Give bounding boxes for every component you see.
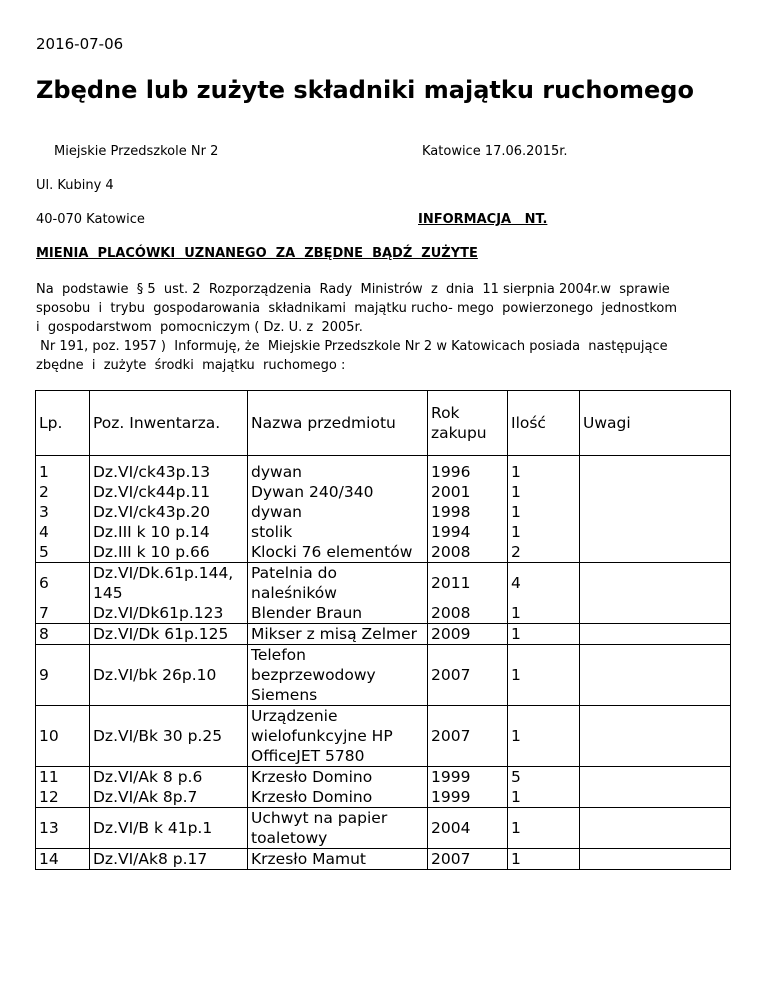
table-row	[36, 808, 731, 849]
table-row	[36, 787, 731, 808]
cell-lp: 9	[36, 645, 90, 706]
cell-qty: 1	[508, 624, 580, 645]
cell-name: Uchwyt na papier toaletowy	[248, 808, 428, 849]
cell-lp: 12	[36, 787, 90, 808]
cell-lp: 11	[36, 767, 90, 788]
table-row	[36, 706, 731, 767]
cell-qty: 1	[508, 787, 580, 808]
cell-year: 1999	[428, 787, 508, 808]
header-lp: Lp.	[36, 391, 90, 456]
cell-notes	[580, 522, 731, 542]
cell-year: 2001	[428, 482, 508, 502]
cell-inventory: Dz.VI/Ak 8p.7	[90, 787, 248, 808]
table-row	[36, 522, 731, 542]
header-qty: Ilość	[508, 391, 580, 456]
cell-lp: 7	[36, 603, 90, 624]
paragraph-line: sposobu i trybu gospodarowania składnikami majątku rucho- mego powierzonego jednostkom	[36, 301, 678, 316]
subject-heading: MIENIA PLACÓWKI UZNANEGO ZA ZBĘDNE BĄDŹ ZUŻYTE	[36, 246, 478, 261]
cell-inventory: Dz.VI/Dk61p.123	[90, 603, 248, 624]
cell-year: 2011	[428, 563, 508, 604]
paragraph-line: zbędne i zużyte środki majątku ruchomego :	[36, 358, 346, 373]
cell-notes	[580, 603, 731, 624]
table-row	[36, 456, 731, 483]
table-row	[36, 849, 731, 870]
cell-qty: 2	[508, 542, 580, 563]
cell-name: Blender Braun	[248, 603, 428, 624]
cell-lp: 1	[36, 456, 90, 483]
cell-inventory: Dz.III k 10 p.14	[90, 522, 248, 542]
cell-year: 2007	[428, 645, 508, 706]
cell-year: 1998	[428, 502, 508, 522]
cell-inventory: Dz.VI/ck43p.20	[90, 502, 248, 522]
cell-qty: 4	[508, 563, 580, 604]
place-date: Katowice 17.06.2015r.	[422, 144, 568, 159]
cell-qty: 1	[508, 706, 580, 767]
table-row	[36, 502, 731, 522]
header-inventory: Poz. Inwentarza.	[90, 391, 248, 456]
cell-notes	[580, 706, 731, 767]
cell-year: 2007	[428, 849, 508, 870]
cell-qty: 1	[508, 808, 580, 849]
cell-name: Mikser z misą Zelmer	[248, 624, 428, 645]
cell-name: Dywan 240/340	[248, 482, 428, 502]
cell-lp: 3	[36, 502, 90, 522]
header-notes: Uwagi	[580, 391, 731, 456]
cell-name: Krzesło Mamut	[248, 849, 428, 870]
cell-name: Krzesło Domino	[248, 767, 428, 788]
cell-notes	[580, 502, 731, 522]
cell-year: 1994	[428, 522, 508, 542]
table-header-row	[36, 391, 731, 456]
cell-lp: 5	[36, 542, 90, 563]
cell-name: stolik	[248, 522, 428, 542]
cell-notes	[580, 767, 731, 788]
cell-inventory: Dz.VI/B k 41p.1	[90, 808, 248, 849]
table-row	[36, 645, 731, 706]
cell-lp: 10	[36, 706, 90, 767]
cell-inventory: Dz.VI/Ak 8 p.6	[90, 767, 248, 788]
table-row	[36, 767, 731, 788]
cell-year: 2007	[428, 706, 508, 767]
cell-name: Patelnia do naleśników	[248, 563, 428, 604]
cell-notes	[580, 542, 731, 563]
cell-name: dywan	[248, 456, 428, 483]
cell-qty: 1	[508, 456, 580, 483]
document-date: 2016-07-06	[36, 35, 124, 53]
cell-notes	[580, 624, 731, 645]
info-heading: INFORMACJA NT.	[418, 212, 548, 227]
paragraph-line: Nr 191, poz. 1957 ) Informuję, że Miejskie Przedszkole Nr 2 w Katowicach posiada następujące	[36, 339, 668, 354]
cell-notes	[580, 456, 731, 483]
cell-lp: 6	[36, 563, 90, 604]
postal-address: 40-070 Katowice	[36, 212, 145, 227]
table-row	[36, 624, 731, 645]
cell-lp: 8	[36, 624, 90, 645]
cell-notes	[580, 787, 731, 808]
cell-name: dywan	[248, 502, 428, 522]
table-row	[36, 603, 731, 624]
cell-notes	[580, 645, 731, 706]
cell-name: Urządzenie wielofunkcyjne HP OfficeJET 5780	[248, 706, 428, 767]
paragraph-line: i gospodarstwom pomocniczym ( Dz. U. z 2005r.	[36, 320, 363, 335]
cell-inventory: Dz.VI/Dk 61p.125	[90, 624, 248, 645]
institution-name: Miejskie Przedszkole Nr 2	[54, 144, 219, 159]
cell-year: 1996	[428, 456, 508, 483]
header-year: Rok zakupu	[428, 391, 508, 456]
cell-inventory: Dz.III k 10 p.66	[90, 542, 248, 563]
cell-year: 1999	[428, 767, 508, 788]
intro-paragraph	[36, 280, 732, 375]
cell-notes	[580, 482, 731, 502]
cell-inventory: Dz.VI/Bk 30 p.25	[90, 706, 248, 767]
cell-qty: 1	[508, 849, 580, 870]
cell-year: 2008	[428, 603, 508, 624]
cell-qty: 1	[508, 645, 580, 706]
cell-qty: 1	[508, 502, 580, 522]
cell-name: Telefon bezprzewodowy Siemens	[248, 645, 428, 706]
cell-qty: 1	[508, 522, 580, 542]
cell-notes	[580, 563, 731, 604]
street-address: Ul. Kubiny 4	[36, 178, 114, 193]
table-row	[36, 542, 731, 563]
cell-lp: 14	[36, 849, 90, 870]
table-row	[36, 482, 731, 502]
cell-lp: 13	[36, 808, 90, 849]
cell-notes	[580, 849, 731, 870]
header-name: Nazwa przedmiotu	[248, 391, 428, 456]
cell-inventory: Dz.VI/ck44p.11	[90, 482, 248, 502]
cell-inventory: Dz.VI/Dk.61p.144, 145	[90, 563, 248, 604]
cell-qty: 5	[508, 767, 580, 788]
cell-inventory: Dz.VI/ck43p.13	[90, 456, 248, 483]
cell-notes	[580, 808, 731, 849]
document-title: Zbędne lub zużyte składniki majątku ruchomego	[36, 76, 694, 104]
cell-qty: 1	[508, 482, 580, 502]
cell-inventory: Dz.VI/bk 26p.10	[90, 645, 248, 706]
paragraph-line: Na podstawie § 5 ust. 2 Rozporządzenia Rady Ministrów z dnia 11 sierpnia 2004r.w sprawie	[36, 282, 670, 297]
cell-year: 2009	[428, 624, 508, 645]
cell-year: 2008	[428, 542, 508, 563]
table-body	[36, 456, 731, 870]
cell-name: Krzesło Domino	[248, 787, 428, 808]
cell-lp: 4	[36, 522, 90, 542]
cell-inventory: Dz.VI/Ak8 p.17	[90, 849, 248, 870]
cell-name: Klocki 76 elementów	[248, 542, 428, 563]
inventory-table	[35, 390, 731, 870]
cell-lp: 2	[36, 482, 90, 502]
cell-qty: 1	[508, 603, 580, 624]
table-row	[36, 563, 731, 604]
cell-year: 2004	[428, 808, 508, 849]
